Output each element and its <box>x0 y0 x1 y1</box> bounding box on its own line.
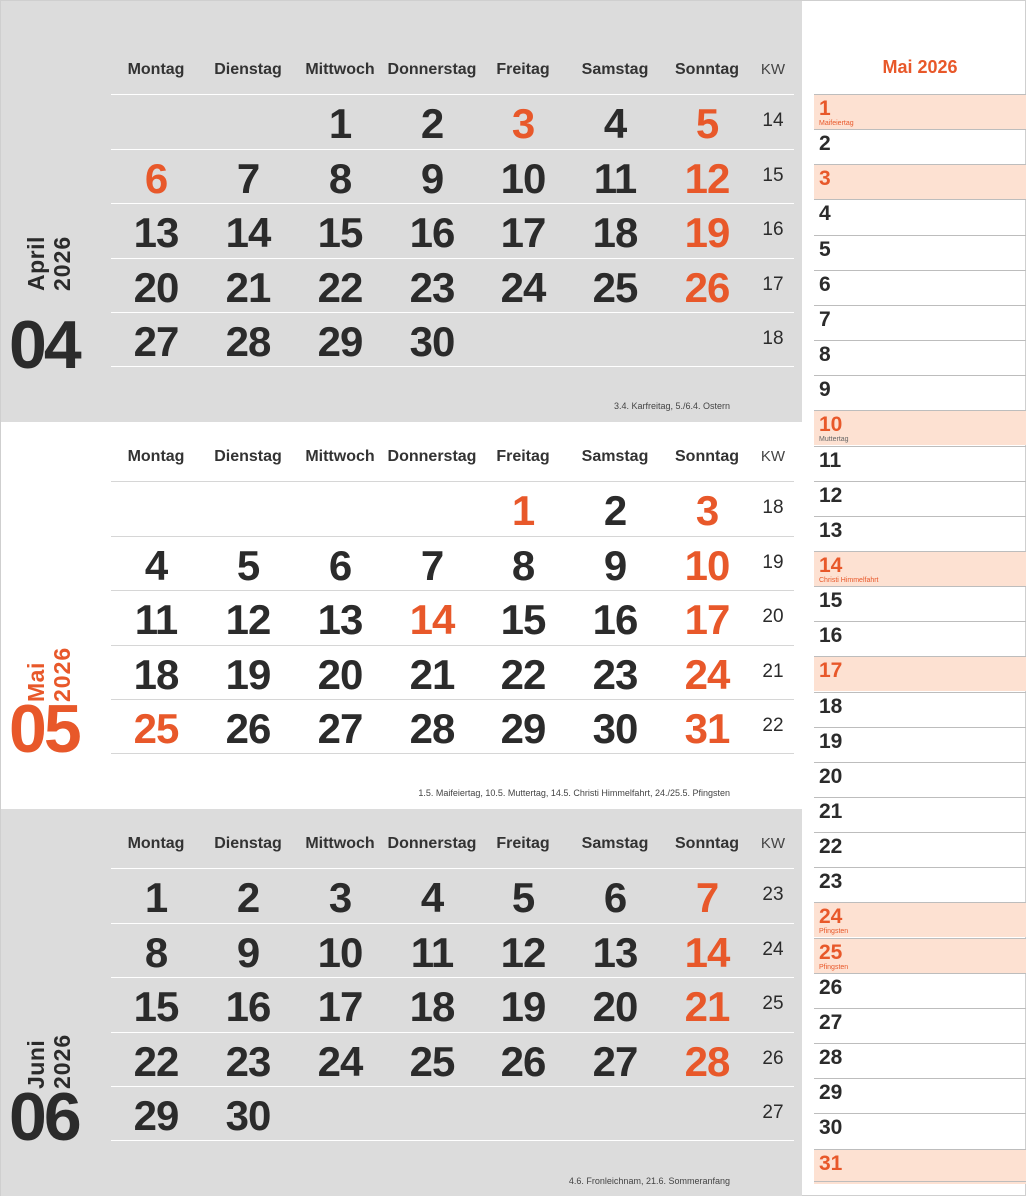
sidebar-day-number: 9 <box>819 378 831 402</box>
day-number: 9 <box>420 154 444 202</box>
weekday-label: Dienstag <box>214 448 282 465</box>
weekday-label: Sonntag <box>675 448 739 465</box>
sidebar-day-number: 24 <box>819 905 843 929</box>
day-number: 15 <box>500 596 546 643</box>
day-number: 1 <box>144 874 168 921</box>
sidebar-day-number: 10 <box>819 413 843 437</box>
weekday-label: Mittwoch <box>305 448 375 465</box>
day-number: 3 <box>328 874 352 921</box>
sidebar-day-row <box>814 1043 1026 1078</box>
day-number: 24 <box>317 1037 363 1085</box>
sidebar-day-row <box>814 551 1026 586</box>
sidebar-day-row <box>814 164 1026 199</box>
week-number: 25 <box>762 993 784 1014</box>
day-number: 2 <box>420 100 444 147</box>
day-number: 6 <box>603 874 627 921</box>
week-row <box>111 481 794 536</box>
sidebar-day-note: Pfingsten <box>819 928 849 936</box>
day-number: 21 <box>684 983 730 1030</box>
sidebar-day-note: Muttertag <box>819 436 849 444</box>
sidebar-day-note: Maifeiertag <box>819 120 854 127</box>
day-number: 26 <box>684 263 730 311</box>
sidebar-day-number: 13 <box>819 518 843 542</box>
sidebar-day-row <box>814 762 1026 797</box>
sidebar-day-number: 27 <box>819 1010 843 1034</box>
day-number: 5 <box>236 541 260 589</box>
sidebar-day-row <box>814 305 1026 340</box>
weekday-label: Freitag <box>496 61 550 78</box>
sidebar-day-row <box>814 797 1026 832</box>
month-rotated-label <box>23 201 83 291</box>
month-april <box>1 1 802 422</box>
kw-header: KW <box>760 61 786 78</box>
sidebar-day-number: 6 <box>819 272 831 296</box>
day-number: 14 <box>684 928 730 976</box>
day-number: 11 <box>410 928 454 976</box>
day-number: 10 <box>684 541 730 589</box>
weekday-header <box>111 61 801 91</box>
month-year: 2026 <box>49 1033 75 1089</box>
sidebar-day-row <box>814 446 1026 481</box>
sidebar-day-row <box>814 1113 1026 1148</box>
sidebar-day-row <box>814 902 1026 937</box>
day-number: 10 <box>317 928 363 976</box>
day-number: 18 <box>592 209 638 256</box>
day-number: 5 <box>511 874 535 921</box>
day-number: 23 <box>409 263 455 311</box>
week-number: 15 <box>762 164 784 186</box>
sidebar-day-number: 7 <box>819 307 831 331</box>
day-number: 8 <box>328 154 352 202</box>
day-number: 11 <box>134 596 178 643</box>
day-number: 11 <box>593 154 637 202</box>
weekday-label: Freitag <box>496 835 550 852</box>
day-number: 27 <box>133 318 179 365</box>
sidebar-day-note: Pfingsten <box>819 963 849 971</box>
day-number: 7 <box>236 154 260 202</box>
day-number: 7 <box>420 541 444 589</box>
day-number: 9 <box>603 541 627 589</box>
sidebar-day-row <box>814 938 1026 973</box>
day-number: 25 <box>592 263 638 311</box>
month-number: 05 <box>9 691 79 767</box>
week-number: 26 <box>762 1047 784 1069</box>
day-number: 14 <box>409 596 455 643</box>
sidebar-day-row <box>814 621 1026 656</box>
month-name: Mai <box>23 662 49 702</box>
month-name: Juni <box>23 1039 49 1089</box>
sidebar-day-row <box>814 973 1026 1008</box>
kw-header: KW <box>760 448 786 465</box>
sidebar-day-number: 4 <box>819 202 831 226</box>
kw-header: KW <box>760 835 786 852</box>
day-number: 9 <box>236 928 260 976</box>
weekday-label: Montag <box>127 835 185 852</box>
day-number: 13 <box>317 596 363 643</box>
sidebar-day-number: 3 <box>819 167 831 191</box>
day-number: 22 <box>133 1037 179 1085</box>
week-row <box>111 149 794 204</box>
day-number: 26 <box>225 705 271 752</box>
weekday-label: Sonntag <box>675 61 739 78</box>
sidebar-day-row <box>814 270 1026 305</box>
weekday-label: Mittwoch <box>305 61 375 78</box>
weekday-label: Sonntag <box>675 835 739 852</box>
day-number: 10 <box>500 154 546 202</box>
sidebar-day-row <box>814 586 1026 621</box>
sidebar-title: Mai 2026 <box>882 57 958 77</box>
weekday-label: Dienstag <box>214 835 282 852</box>
sidebar-day-number: 30 <box>819 1116 843 1140</box>
holidays-note: 3.4. Karfreitag, 5./6.4. Ostern <box>613 401 730 411</box>
sidebar-day-number: 26 <box>819 975 843 999</box>
weekday-label: Donnerstag <box>387 835 477 852</box>
sidebar-day-row <box>814 832 1026 867</box>
day-number: 24 <box>684 650 730 698</box>
day-number: 6 <box>144 154 168 202</box>
day-number: 25 <box>133 705 179 752</box>
sidebar-day-number: 22 <box>819 835 843 859</box>
week-number: 19 <box>762 551 784 573</box>
month-side-label <box>23 201 89 291</box>
month-name: April <box>23 236 49 291</box>
day-number: 12 <box>500 928 546 976</box>
day-number: 18 <box>133 650 179 698</box>
sidebar-day-row <box>814 199 1026 234</box>
day-number: 30 <box>225 1092 271 1139</box>
day-number: 3 <box>511 100 535 147</box>
weekday-header <box>111 835 801 865</box>
day-number: 29 <box>133 1092 179 1139</box>
week-row <box>111 258 794 313</box>
week-number: 27 <box>762 1102 784 1123</box>
day-number: 24 <box>500 263 546 311</box>
week-row <box>111 868 794 923</box>
day-number: 15 <box>133 983 179 1030</box>
week-number: 17 <box>762 273 784 295</box>
week-row <box>111 203 794 258</box>
sidebar-day-number: 11 <box>819 448 842 472</box>
week-row <box>111 699 794 754</box>
weekday-label: Donnerstag <box>387 61 477 78</box>
day-number: 16 <box>409 209 455 256</box>
weekday-label: Dienstag <box>214 61 282 78</box>
week-row <box>111 536 794 591</box>
weekday-label: Montag <box>127 61 185 78</box>
day-number: 13 <box>592 928 638 976</box>
day-number: 2 <box>236 874 260 921</box>
day-number: 17 <box>684 596 730 643</box>
sidebar-day-number: 1 <box>819 97 831 120</box>
sidebar-day-number: 28 <box>819 1046 843 1070</box>
month-number: 06 <box>9 1079 79 1155</box>
month-number: 04 <box>9 307 79 383</box>
sidebar-day-row <box>814 375 1026 410</box>
week-number: 22 <box>762 715 784 736</box>
week-row <box>111 977 794 1032</box>
day-number: 28 <box>225 318 271 365</box>
weekday-label: Freitag <box>496 448 550 465</box>
sidebar-day-row <box>814 340 1026 375</box>
day-number: 4 <box>420 874 444 921</box>
day-number: 27 <box>592 1037 638 1085</box>
day-number: 20 <box>592 983 638 1030</box>
day-number: 2 <box>603 487 627 534</box>
day-number: 19 <box>684 209 730 256</box>
sidebar-day-number: 25 <box>819 940 843 964</box>
sidebar-day-number: 21 <box>819 800 843 823</box>
sidebar-day-row <box>814 1078 1026 1113</box>
sidebar-day-row <box>814 1149 1026 1184</box>
week-number: 23 <box>762 884 784 905</box>
week-number: 16 <box>762 219 784 240</box>
month-year: 2026 <box>49 235 75 291</box>
day-number: 15 <box>317 209 363 256</box>
sidebar-day-number: 16 <box>819 624 843 648</box>
day-number: 23 <box>225 1037 271 1085</box>
day-number: 19 <box>225 650 271 698</box>
day-number: 3 <box>695 487 719 534</box>
month-mai <box>1 422 802 809</box>
day-number: 25 <box>409 1037 455 1085</box>
day-number: 29 <box>500 705 546 752</box>
weekday-label: Montag <box>127 448 185 465</box>
month-rotated-label <box>23 999 83 1089</box>
sidebar-day-number: 15 <box>819 589 843 613</box>
sidebar-day-number: 14 <box>819 553 843 577</box>
day-number: 26 <box>500 1037 546 1085</box>
sidebar-day-row <box>814 235 1026 270</box>
sidebar-day-row <box>814 727 1026 762</box>
sidebar-day-row <box>814 481 1026 516</box>
sidebar-bottom-rule <box>814 1181 1026 1182</box>
day-number: 18 <box>409 983 455 1030</box>
day-number: 4 <box>144 541 168 589</box>
week-row <box>111 645 794 700</box>
weekday-label: Mittwoch <box>305 835 375 852</box>
day-number: 5 <box>695 100 719 147</box>
day-number: 16 <box>592 596 638 643</box>
sidebar-day-row <box>814 867 1026 902</box>
sidebar-day-row <box>814 410 1026 445</box>
day-number: 6 <box>328 541 352 589</box>
day-number: 13 <box>133 209 179 256</box>
week-row <box>111 923 794 978</box>
month-juni <box>1 809 802 1196</box>
week-row <box>111 1086 794 1141</box>
sidebar-day-number: 18 <box>819 694 843 718</box>
month-side-label <box>23 612 89 702</box>
day-number: 30 <box>592 705 638 752</box>
sidebar-day-number: 20 <box>819 764 843 788</box>
sidebar-day-row <box>814 94 1026 129</box>
month-side-label <box>23 999 89 1089</box>
day-number: 28 <box>684 1037 730 1085</box>
week-number: 24 <box>762 938 784 960</box>
day-number: 20 <box>133 263 179 311</box>
sidebar-day-number: 12 <box>819 483 843 507</box>
day-number: 21 <box>409 650 455 698</box>
sidebar-day-number: 29 <box>819 1081 843 1105</box>
day-list-sidebar <box>814 1 1026 1196</box>
day-number: 16 <box>225 983 271 1030</box>
day-number: 19 <box>500 983 546 1030</box>
day-number: 31 <box>684 705 730 752</box>
week-row <box>111 312 794 367</box>
day-number: 1 <box>328 100 352 147</box>
sidebar-day-note: Christi Himmelfahrt <box>819 576 879 584</box>
day-number: 12 <box>225 596 271 643</box>
sidebar-day-number: 2 <box>819 132 831 156</box>
weekday-label: Samstag <box>581 835 649 852</box>
day-number: 17 <box>500 209 546 256</box>
day-number: 1 <box>511 487 535 534</box>
week-row <box>111 1032 794 1087</box>
week-number: 14 <box>762 110 784 131</box>
day-number: 20 <box>317 650 363 698</box>
sidebar-day-row <box>814 656 1026 691</box>
sidebar-day-number: 17 <box>819 659 843 683</box>
month-year: 2026 <box>49 646 75 702</box>
day-number: 17 <box>317 983 363 1030</box>
day-number: 30 <box>409 318 455 365</box>
week-number: 18 <box>762 497 784 518</box>
sidebar-day-row <box>814 516 1026 551</box>
week-row <box>111 590 794 645</box>
day-number: 8 <box>511 541 535 589</box>
day-number: 27 <box>317 705 363 752</box>
day-number: 29 <box>317 318 363 365</box>
month-rotated-label <box>23 612 83 702</box>
weekday-label: Donnerstag <box>387 448 477 465</box>
day-number: 12 <box>684 154 730 202</box>
sidebar-day-number: 31 <box>819 1151 843 1175</box>
week-row <box>111 94 794 149</box>
day-number: 4 <box>603 100 627 147</box>
day-number: 22 <box>317 263 363 311</box>
day-number: 23 <box>592 650 638 698</box>
sidebar-day-number: 5 <box>819 237 831 261</box>
week-number: 18 <box>762 328 784 349</box>
sidebar-day-row <box>814 129 1026 164</box>
week-number: 20 <box>762 606 784 627</box>
weekday-label: Samstag <box>581 61 649 78</box>
week-number: 21 <box>762 660 784 682</box>
weekday-label: Samstag <box>581 448 649 465</box>
day-number: 21 <box>225 263 271 311</box>
sidebar-day-number: 23 <box>819 870 843 894</box>
sidebar-day-number: 8 <box>819 343 831 367</box>
day-number: 8 <box>144 928 168 976</box>
weekday-header <box>111 448 801 478</box>
sidebar-day-row <box>814 692 1026 727</box>
day-number: 22 <box>500 650 546 698</box>
day-number: 28 <box>409 705 455 752</box>
holidays-note: 1.5. Maifeiertag, 10.5. Muttertag, 14.5. Christi Himmelfahrt, 24./25.5. Pfingsten <box>418 788 730 798</box>
sidebar-day-row <box>814 1008 1026 1043</box>
holidays-note: 4.6. Fronleichnam, 21.6. Sommeranfang <box>568 1176 730 1186</box>
day-number: 14 <box>225 209 271 256</box>
day-number: 7 <box>695 874 719 921</box>
sidebar-day-number: 19 <box>819 729 843 753</box>
